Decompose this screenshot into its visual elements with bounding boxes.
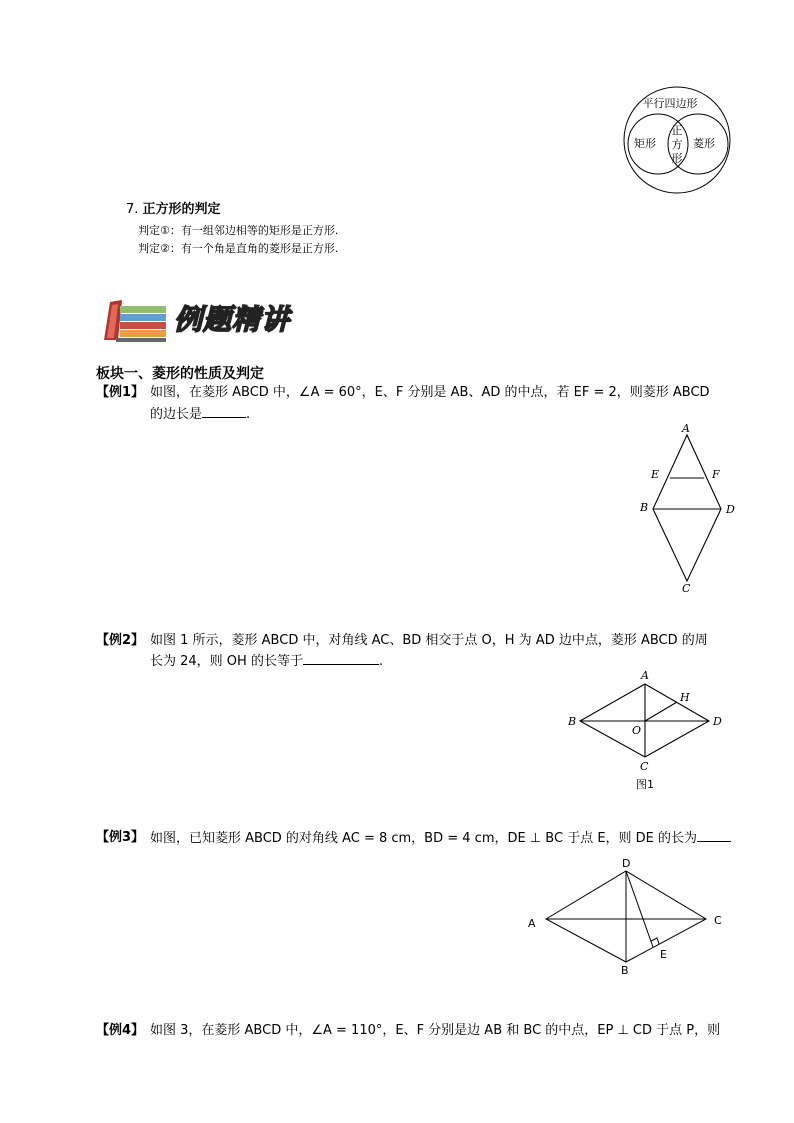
ex2-tag: 【例2】 xyxy=(96,633,145,648)
ex1-text-line1: 如图，在菱形 ABCD 中，∠A = 60°，E、F 分别是 AB、AD 的中点，若 EF = 2，则菱形 ABCD xyxy=(150,385,710,400)
banner-title: 例题精讲 xyxy=(174,303,291,336)
ex2-label-d: D xyxy=(713,715,722,728)
ex1-text-line2 xyxy=(150,404,250,425)
ex2-label-h: H xyxy=(680,691,690,704)
ex2-text-line2-body: 长为 24，则 OH 的长等于 xyxy=(150,654,303,669)
ex3-label-e: E xyxy=(660,948,667,961)
venn-center-label-1: 正 xyxy=(671,124,683,137)
books-icon xyxy=(100,296,168,344)
section7-title: 正方形的判定 xyxy=(142,202,221,217)
ex3-figure xyxy=(520,854,730,980)
section7-rule-2: 判定②：有一个角是直角的菱形是正方形. xyxy=(138,242,339,255)
ex1-answer-blank xyxy=(202,404,246,418)
ex3-text-line1 xyxy=(150,828,731,849)
ex2-figure xyxy=(562,666,734,794)
ex2-label-b: B xyxy=(568,715,577,728)
venn-left-label: 矩形 xyxy=(634,137,656,150)
ex2-label-o: O xyxy=(632,724,642,737)
ex3-label-a: A xyxy=(528,917,536,930)
ex1-rhombus xyxy=(653,435,721,581)
section7-number: 7. xyxy=(126,202,139,217)
ex2-label-a: A xyxy=(641,669,649,682)
ex3-label-d: D xyxy=(622,857,631,870)
block1-title: 板块一、菱形的性质及判定 xyxy=(96,366,264,382)
ex3-text-line1-body: 如图，已知菱形 ABCD 的对角线 AC = 8 cm，BD = 4 cm，DE ⊥ BC 于点 E，则 DE 的长为 xyxy=(150,831,698,846)
venn-outer-label: 平行四边形 xyxy=(642,97,698,110)
ex1-label-d: D xyxy=(726,503,735,516)
ex1-text-line2-body: 的边长是 xyxy=(150,407,203,422)
ex4-tag: 【例4】 xyxy=(96,1023,145,1038)
section7-heading xyxy=(126,200,221,220)
ex1-label-a: A xyxy=(682,422,690,435)
ex1-label-b: B xyxy=(640,501,649,514)
ex3-segment-de xyxy=(626,871,653,947)
ex2-caption: 图1 xyxy=(636,778,654,791)
ex4-text-line1: 如图 3，在菱形 ABCD 中，∠A = 110°，E、F 分别是边 AB 和 BC 的中点，EP ⊥ CD 于点 P，则 xyxy=(150,1023,721,1038)
ex3-right-angle-mark xyxy=(651,938,659,944)
ex1-label-c: C xyxy=(682,582,691,595)
ex1-end: . xyxy=(246,407,251,422)
venn-center-label-2: 方 xyxy=(671,138,683,151)
ex2-label-c: C xyxy=(640,760,649,773)
ex2-answer-blank xyxy=(303,651,379,665)
ex1-figure xyxy=(628,416,748,598)
venn-right-label: 菱形 xyxy=(693,137,715,150)
section7-rule-1: 判定①：有一组邻边相等的矩形是正方形. xyxy=(138,224,339,237)
ex1-label-f: F xyxy=(712,468,720,481)
ex2-end: . xyxy=(378,654,384,669)
ex1-label-e: E xyxy=(651,468,660,481)
ex3-answer-blank xyxy=(697,828,731,842)
venn-diagram xyxy=(616,86,740,196)
ex2-segment-oh xyxy=(645,702,677,721)
venn-center-label-3: 形 xyxy=(671,152,683,165)
ex3-label-c: C xyxy=(714,914,722,927)
ex1-tag: 【例1】 xyxy=(96,385,145,400)
ex2-text-line1: 如图 1 所示，菱形 ABCD 中，对角线 AC、BD 相交于点 O，H 为 AD 边中点，菱形 ABCD 的周 xyxy=(150,633,708,648)
ex2-text-line2 xyxy=(150,651,383,672)
ex3-tag: 【例3】 xyxy=(96,830,145,845)
ex3-label-b: B xyxy=(621,964,629,977)
